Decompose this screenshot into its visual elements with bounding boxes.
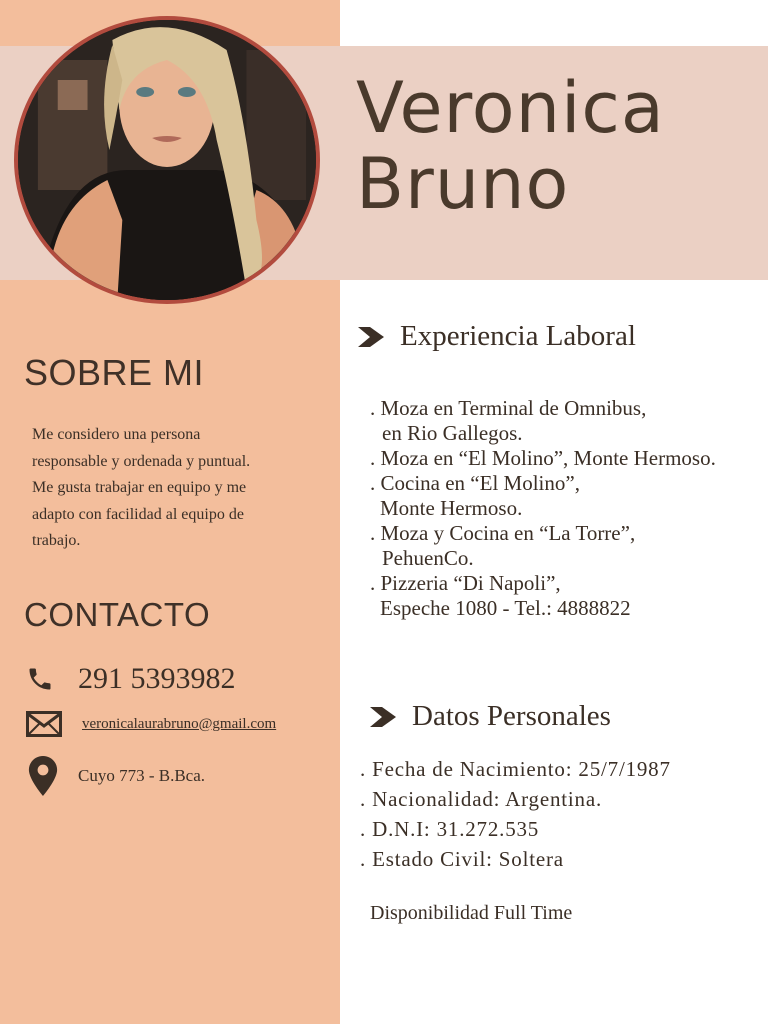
personal-section-title [370,700,611,733]
phone-icon [26,665,54,693]
personal-line: . D.N.I: 31.272.535 [360,817,540,841]
personal-line: . Estado Civil: Soltera [360,847,564,871]
envelope-icon [26,711,62,737]
contact-email-row [26,711,276,737]
experience-line: PehuenCo. [382,546,474,570]
about-line: responsable y ordenada y puntual. [32,452,251,470]
experience-line: . Moza en “El Molino”, Monte Hermoso. [370,446,716,470]
location-pin-icon [26,756,60,796]
experience-line: . Moza en Terminal de Omnibus, [370,396,647,420]
contact-phone-row [26,662,236,696]
about-title: SOBRE MI [24,352,205,393]
about-line: Me gusta trabajar en equipo y me [32,479,247,496]
full-name [356,67,665,225]
chevron-right-icon [358,327,384,347]
experience-line: Espeche 1080 - Tel.: 4888822 [380,596,631,620]
contact-title: CONTACTO [24,596,211,633]
chevron-right-icon [370,707,396,727]
personal-line: . Nacionalidad: Argentina. [360,787,603,811]
last-name: Bruno [356,143,570,225]
personal-list [360,754,671,874]
contact-address-row [26,756,205,796]
experience-list [370,396,716,621]
experience-line: en Rio Gallegos. [382,421,523,445]
about-text [32,422,322,555]
about-line: Me considero una persona [32,426,201,443]
experience-line: Monte Hermoso. [380,496,523,520]
personal-title: Datos Personales [412,700,611,732]
first-name: Veronica [356,67,665,149]
about-line: adapto con facilidad al equipo de [32,505,244,523]
experience-line: . Pizzeria “Di Napoli”, [370,571,561,595]
about-line: trabajo. [32,532,81,549]
experience-section-title [358,320,636,353]
experience-line: . Cocina en “El Molino”, [370,471,580,495]
phone-number[interactable]: 291 5393982 [78,662,236,695]
availability-text: Disponibilidad Full Time [370,902,573,924]
address-text: Cuyo 773 - B.Bca. [78,766,206,785]
profile-photo [14,16,320,304]
experience-title: Experiencia Laboral [400,320,636,352]
email-link[interactable]: veronicalaurabruno@gmail.com [82,715,277,732]
experience-line: . Moza y Cocina en “La Torre”, [370,521,636,545]
personal-line: . Fecha de Nacimiento: 25/7/1987 [360,757,671,781]
